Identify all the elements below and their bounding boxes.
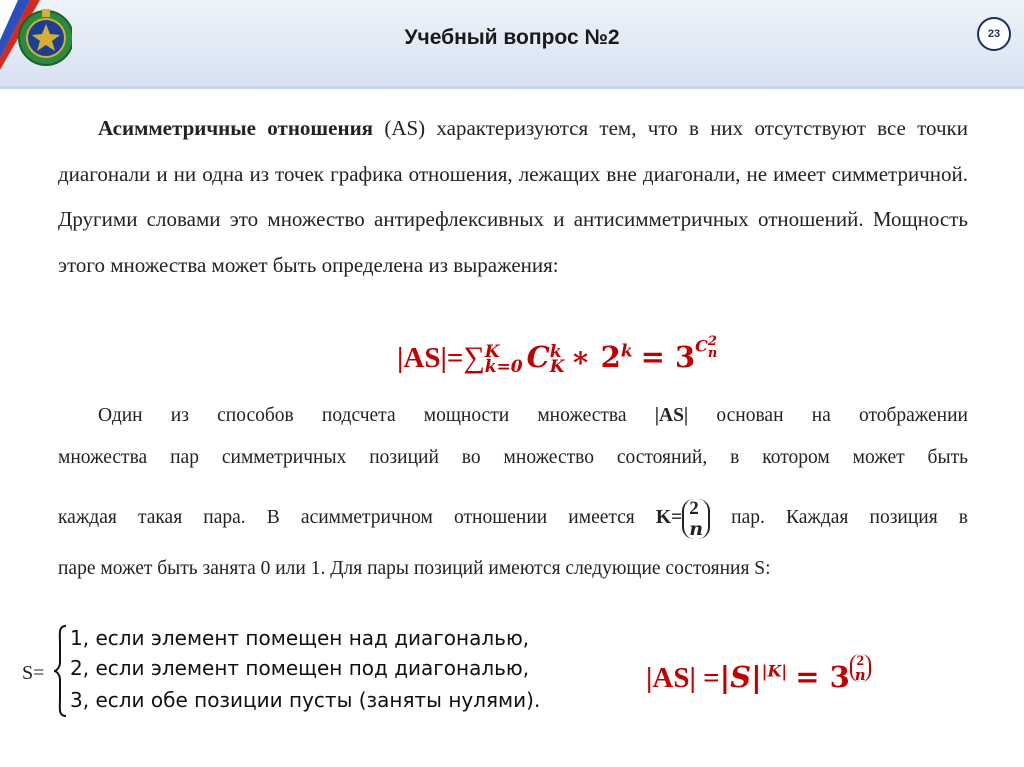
- definition-text: (AS) характеризуются тем, что в них отсутствуют все точки диагонали и ни одна из точек графика отношения, лежащих вне диагонали, не имеет симметричной. Другими словами это множество антирефлексивных и антисимметричных отношений. Мощность этого множества может быть определена из выражения:: [58, 116, 968, 277]
- power-k: k: [620, 341, 633, 362]
- binomial-c-sub: K: [549, 357, 565, 378]
- slide-number-badge: 23: [977, 17, 1011, 51]
- s-cardinality: |S|: [719, 660, 762, 694]
- formula-lhs: |AS|=: [397, 342, 464, 374]
- exp-c-sub: n: [707, 346, 718, 361]
- formula2-lhs: |AS| =: [646, 662, 720, 694]
- sum-lower-limit: k=0: [484, 357, 523, 378]
- cardinality-formula: [397, 334, 787, 392]
- k-equals: K=: [655, 507, 683, 528]
- method-line-3: каждая такая пара. В асимметричном отношении имеется K= 2 n пар. Каждая позиция в: [58, 497, 968, 540]
- method-line-1: Один из способов подсчета мощности множества |AS| основан на отображении: [98, 405, 968, 426]
- method-line-4: паре может быть занята 0 или 1. Для пары позиций имеются следующие состояния S:: [58, 558, 771, 579]
- definition-paragraph: [58, 106, 968, 288]
- method-line-2: множества пар симметричных позиций во множество состояний, в котором может быть: [58, 447, 968, 468]
- equals-three: = 3: [640, 340, 696, 374]
- multiplier-two: ∗ 2: [570, 340, 621, 374]
- exp-c-sup: 2: [707, 334, 717, 349]
- sum-upper-limit: K: [484, 342, 500, 363]
- case-item: 3, если обе позиции пусты (заняты нулями).: [70, 688, 541, 712]
- case-item: 1, если элемент помещен над диагональю,: [70, 626, 530, 650]
- exp-binomial-2-n: 2 n: [850, 654, 871, 682]
- as-notation: |AS|: [654, 405, 689, 426]
- cardinality-result-formula: [646, 653, 926, 720]
- state-cases: [22, 624, 622, 718]
- exp-c: C: [695, 336, 708, 356]
- binomial-c-sup: k: [549, 342, 562, 363]
- slide-header: [0, 0, 1024, 89]
- binomial-c: C: [526, 340, 550, 374]
- sum-symbol: ∑: [463, 341, 485, 374]
- left-brace-icon: [52, 624, 68, 718]
- cases-label: S=: [22, 662, 45, 684]
- power-abs-k: |K|: [761, 661, 788, 681]
- equals-three-2: = 3: [795, 660, 850, 694]
- binomial-2-n: 2 n: [682, 499, 710, 539]
- slide-title: Учебный вопрос №2: [404, 26, 620, 49]
- term-asymmetric-relations: Асимметричные отношения: [98, 116, 374, 140]
- method-paragraph: [58, 405, 968, 589]
- case-item: 2, если элемент помещен под диагональю,: [70, 656, 530, 680]
